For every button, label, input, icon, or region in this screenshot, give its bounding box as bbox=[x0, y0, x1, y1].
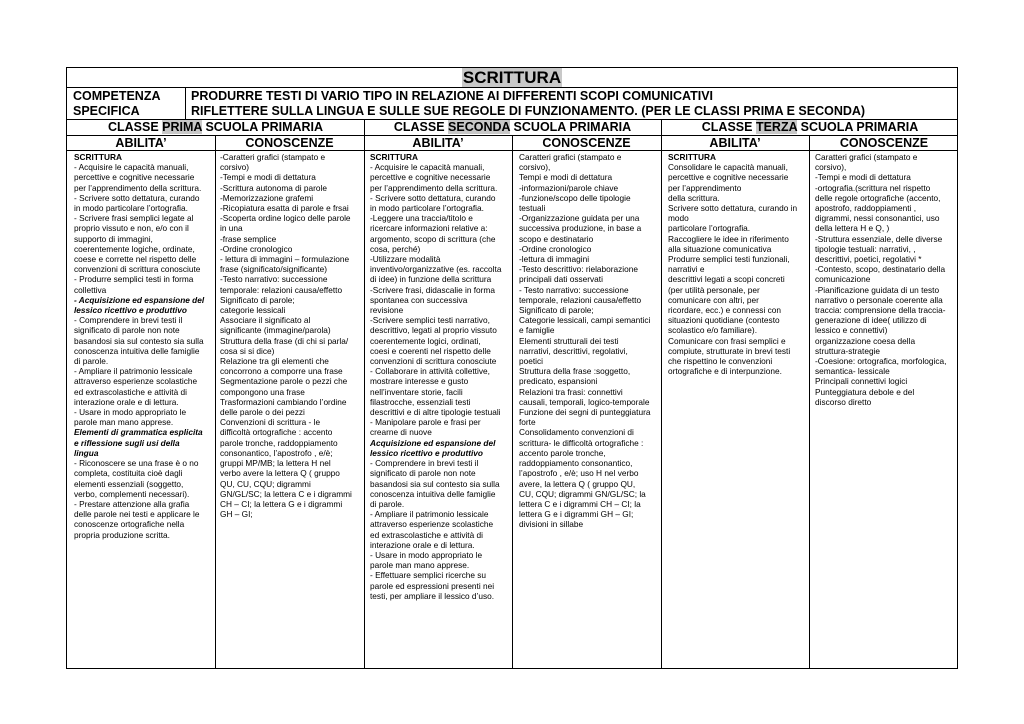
text-line: CH – CI; la lettera G e i digrammi bbox=[220, 498, 343, 509]
text-line: - Riconoscere se una frase è o no bbox=[74, 458, 199, 469]
text-line: ortografiche e di interpunzione. bbox=[668, 366, 782, 377]
text-line: -ortografia.(scrittura nel rispetto bbox=[815, 182, 931, 193]
text-line: di idee) in funzione della scrittura bbox=[370, 274, 492, 285]
text-line: Associare il significato al bbox=[220, 315, 311, 326]
col-abilita-seconda bbox=[364, 151, 512, 668]
text-line: discorso diretto bbox=[815, 396, 872, 407]
text-line: alla situazione comunicativa bbox=[668, 243, 772, 254]
text-line: digrammi, nessi consonantici, uso bbox=[815, 213, 940, 224]
text-line: Caratteri grafici (stampato e bbox=[815, 152, 918, 162]
text-line: in modo particolare l’ortografia. bbox=[74, 203, 188, 214]
text-line: descrittivi, poetici, regolativi * bbox=[815, 254, 922, 265]
table-title-row bbox=[67, 68, 957, 88]
text-line: tipologie testuali: narrativi, , bbox=[815, 243, 916, 254]
text-line: corsivo) bbox=[220, 162, 250, 173]
text-line: revisione bbox=[370, 305, 404, 316]
text-line: filastrocche, essenziali testi bbox=[370, 396, 471, 407]
text-line: coese e corrette nel rispetto delle bbox=[74, 254, 197, 265]
class-terza-header bbox=[661, 120, 959, 135]
text-line: -Contesto, scopo, destinatario della bbox=[815, 264, 946, 275]
text-line: attraverso esperienze scolastiche bbox=[74, 376, 198, 387]
text-line: GH – GI; bbox=[220, 509, 253, 520]
text-line: - Usare in modo appropriato le bbox=[74, 407, 187, 418]
text-line: - Prestare attenzione alla grafia bbox=[74, 498, 190, 509]
text-line: descrittivi legati a scopi concreti bbox=[668, 274, 785, 285]
text-line: Struttura della frase :soggetto, bbox=[519, 366, 631, 377]
text-line: in modo particolare l’ortografia. bbox=[370, 203, 484, 214]
text-line: - Ampliare il patrimonio lessicale bbox=[74, 366, 193, 377]
text-line: conoscenza intuitiva delle famiglie bbox=[370, 488, 496, 499]
text-line: frase (significato/significante) bbox=[220, 264, 327, 275]
text-line: significato di parole non note bbox=[370, 468, 476, 479]
text-line: delle regole ortografiche (accento, bbox=[815, 192, 941, 203]
text-line: lessico ricettivo e produttivo bbox=[370, 447, 483, 458]
text-line: percettive e cognitive necessarie bbox=[370, 172, 491, 183]
text-line: - Scrivere frasi semplici legate al bbox=[74, 213, 194, 224]
text-line: -Testo descrittivo: rielaborazione bbox=[519, 264, 638, 275]
text-line: per l’apprendimento della scrittura. bbox=[370, 182, 498, 193]
text-line: - Usare in modo appropriato le bbox=[370, 549, 483, 560]
text-line: lessico e connettivi) bbox=[815, 325, 888, 336]
text-line: CU, CQU; digrammi GN/GL/SC; la bbox=[519, 488, 646, 499]
text-line: per l’apprendimento della scrittura. bbox=[74, 182, 202, 193]
text-line: conoscenza intuitiva delle famiglie bbox=[74, 345, 200, 356]
text-line: Struttura della frase (di chi si parla/ bbox=[220, 335, 349, 346]
class-terza-post: SCUOLA PRIMARIA bbox=[797, 120, 919, 134]
competenza-text-line2: RIFLETTERE SULLA LINGUA E SULLE SUE REGOLE DI FUNZIONAMENTO. (PER LE CLASSI PRIMA E SECONDA) bbox=[191, 104, 866, 118]
text-line: elementi essenziali (soggetto, bbox=[74, 478, 184, 489]
text-line: di parole. bbox=[370, 498, 405, 509]
text-line: coesi e coerenti nel rispetto delle bbox=[370, 345, 491, 356]
text-line: e famiglie bbox=[519, 325, 555, 336]
text-line: Relazione tra gli elementi che bbox=[220, 356, 329, 367]
text-line: attraverso esperienze scolastiche bbox=[370, 519, 494, 530]
text-line: crearne di nuove bbox=[370, 427, 432, 438]
text-line: Convenzioni di scrittura - le bbox=[220, 417, 321, 428]
text-line: Trasformazioni cambiando l’ordine bbox=[220, 396, 347, 407]
text-line: - Comprendere in brevi testi il bbox=[74, 315, 183, 326]
text-line: convenzioni di scrittura conosciute bbox=[74, 264, 201, 275]
text-line: - Manipolare parole e frasi per bbox=[370, 417, 481, 428]
text-line: - Comprendere in brevi testi il bbox=[370, 458, 479, 469]
text-line: verbo avere la lettera Q ( gruppo bbox=[220, 468, 340, 479]
text-line: narrativi, descrittivi, regolativi, bbox=[519, 345, 628, 356]
text-line: - Acquisire le capacità manuali, bbox=[74, 162, 189, 173]
text-line: - Acquisire le capacità manuali, bbox=[370, 162, 485, 173]
text-line: SCRITTURA bbox=[370, 152, 418, 162]
text-line: ed extrascolastiche e attività di bbox=[370, 529, 483, 540]
text-line: Tempi e modi di dettatura bbox=[519, 172, 613, 183]
text-line: lingua bbox=[74, 447, 99, 458]
text-line: di parole. bbox=[74, 356, 109, 367]
text-line: descrittivo, legati al proprio vissuto bbox=[370, 325, 497, 336]
text-line: categorie lessicali bbox=[220, 305, 286, 316]
text-line: generazione di idee( utilizzo di bbox=[815, 315, 927, 326]
col-abilita-prima bbox=[67, 151, 215, 668]
text-line: Elementi di grammatica esplicita bbox=[74, 427, 203, 438]
text-line: semantica- lessicale bbox=[815, 366, 890, 377]
text-line: - Produrre semplici testi in forma bbox=[74, 274, 194, 285]
text-line: parole man mano apprese. bbox=[74, 417, 174, 428]
text-line: interazione orale e di lettura. bbox=[370, 539, 475, 550]
text-line: della scrittura. bbox=[668, 192, 720, 203]
text-line: Punteggiatura debole e del bbox=[815, 386, 915, 397]
text-line: -Tempi e modi di dettatura bbox=[220, 172, 316, 183]
text-line: Significato di parole; bbox=[220, 294, 295, 305]
header-conoscenze-prima: CONOSCENZE bbox=[245, 136, 334, 150]
text-line: cosa si si dice) bbox=[220, 345, 275, 356]
text-line: struttura-strategie bbox=[815, 345, 881, 356]
text-line: cosa, perché) bbox=[370, 243, 421, 254]
text-line: Segmentazione parole o pezzi che bbox=[220, 376, 348, 387]
text-line: scopo e destinatario bbox=[519, 233, 594, 244]
text-line: - Effettuare semplici ricerche su bbox=[370, 570, 487, 581]
text-line: lessico ricettivo e produttivo bbox=[74, 305, 187, 316]
competenza-label-line2: SPECIFICA bbox=[73, 104, 140, 118]
text-line: poetici bbox=[519, 356, 543, 367]
class-seconda-post: SCUOLA PRIMARIA bbox=[510, 120, 632, 134]
text-line: -Struttura essenziale, delle diverse bbox=[815, 233, 943, 244]
text-line: narrativo o personale coerente alla bbox=[815, 294, 943, 305]
text-line: Raccogliere le idee in riferimento bbox=[668, 233, 789, 244]
scrittura-table bbox=[66, 67, 958, 669]
text-line: delle parole o dei pezzi bbox=[220, 407, 305, 418]
class-prima-highlight: PRIMA bbox=[162, 120, 202, 134]
text-line: Consolidare le capacità manuali, bbox=[668, 162, 788, 173]
text-line: per l’apprendimento bbox=[668, 182, 742, 193]
text-line: -Coesione: ortografica, morfologica, bbox=[815, 356, 947, 367]
text-line: organizzazione coesa della bbox=[815, 335, 916, 346]
competenza-text-line1: PRODURRE TESTI DI VARIO TIPO IN RELAZIONE AI DIFFERENTI SCOPI COMUNICATIVI bbox=[191, 89, 714, 103]
text-line: percettive e cognitive necessarie bbox=[668, 172, 789, 183]
col-conoscenze-terza bbox=[809, 151, 959, 668]
text-line: propria produzione scritta. bbox=[74, 529, 170, 540]
text-line: e riflessione sugli usi della bbox=[74, 437, 180, 448]
text-line: SCRITTURA bbox=[668, 152, 716, 162]
header-abilita-prima: ABILITA’ bbox=[115, 136, 167, 150]
text-line: l’apostrofo , e/è; uso H nel verbo bbox=[519, 468, 639, 479]
text-line: interazione orale e di lettura. bbox=[74, 396, 179, 407]
text-line: -lettura di immagini bbox=[519, 254, 590, 265]
text-line: descrittivi e di altre tipologie testuali bbox=[370, 407, 501, 418]
text-line: -Testo narrativo: successione bbox=[220, 274, 328, 285]
text-line: spontanea con successiva bbox=[370, 294, 468, 305]
text-line: ed extrascolastiche e attività di bbox=[74, 386, 187, 397]
text-line: -Tempi e modi di dettatura bbox=[815, 172, 911, 183]
text-line: significato di parole non note bbox=[74, 325, 180, 336]
competenza-label bbox=[67, 88, 186, 119]
header-abilita-terza: ABILITA’ bbox=[709, 136, 761, 150]
text-line: predicato, espansioni bbox=[519, 376, 598, 387]
text-line: -Scoperta ordine logico delle parole bbox=[220, 213, 351, 224]
text-line: temporale, relazioni causa/effetto bbox=[519, 294, 642, 305]
text-line: significante (immagine/parola) bbox=[220, 325, 331, 336]
text-line: coerentemente logici, ordinati, bbox=[370, 335, 481, 346]
col-conoscenze-prima bbox=[215, 151, 364, 668]
header-conoscenze-terza: CONOSCENZE bbox=[839, 136, 929, 150]
text-line: Scrivere sotto dettatura, curando in bbox=[668, 203, 798, 214]
text-line: testi, per ampliare il lessico d’uso. bbox=[370, 590, 495, 601]
text-line: ricordare, ecc.) e connessi con bbox=[668, 305, 781, 316]
text-line: coerentemente logiche, ordinate, bbox=[74, 243, 195, 254]
text-line: Categorie lessicali, campi semantici bbox=[519, 315, 651, 326]
text-line: concorrono a comporre una frase bbox=[220, 366, 343, 377]
text-line: forte bbox=[519, 417, 536, 428]
text-line: basandosi sia sul contesto sia sulla bbox=[370, 478, 500, 489]
text-line: principali dati osservati bbox=[519, 274, 603, 285]
text-line: - Collaborare in attività collettive, bbox=[370, 366, 490, 377]
text-line: proprio vissuto e non, e/o con il bbox=[74, 223, 189, 234]
text-line: scrittura- le difficoltà ortografiche : bbox=[519, 437, 644, 448]
text-line: parole tronche, raddoppiamento bbox=[220, 437, 338, 448]
text-line: -Organizzazione guidata per una bbox=[519, 213, 640, 224]
competenza-text bbox=[191, 88, 957, 120]
text-line: - lettura di immagini – formulazione bbox=[220, 254, 350, 265]
text-line: comunicare con altri, per bbox=[668, 294, 759, 305]
text-line: GN/GL/SC; la lettera C e i digrammi bbox=[220, 488, 352, 499]
text-line: raddoppiamento consonantico, bbox=[519, 458, 633, 469]
text-line: che rispettino le convenzioni bbox=[668, 356, 773, 367]
class-terza-pre: CLASSE bbox=[701, 120, 756, 134]
text-line: - Scrivere sotto dettatura, curando bbox=[74, 192, 200, 203]
text-line: - Ampliare il patrimonio lessicale bbox=[370, 509, 489, 520]
text-line: modo bbox=[668, 213, 689, 224]
text-line: comunicazione bbox=[815, 274, 871, 285]
text-line: parole man mano apprese. bbox=[370, 560, 470, 571]
class-seconda-highlight: SECONDA bbox=[448, 120, 511, 134]
text-line: conoscenze ortografiche nella bbox=[74, 519, 185, 530]
text-line: - Testo narrativo: successione bbox=[519, 284, 629, 295]
text-line: collettiva bbox=[74, 284, 107, 295]
text-line: nell’inventare storie, facili bbox=[370, 386, 463, 397]
text-line: avere, la lettera Q ( gruppo QU, bbox=[519, 478, 636, 489]
text-line: SCRITTURA bbox=[74, 152, 122, 162]
text-line: mostrare interesse e gusto bbox=[370, 376, 469, 387]
text-line: temporale: relazioni causa/effetto bbox=[220, 284, 343, 295]
text-line: -Ordine cronologico bbox=[220, 243, 293, 254]
class-prima-post: SCUOLA PRIMARIA bbox=[201, 120, 324, 134]
text-line: della lettera H e Q, ) bbox=[815, 223, 890, 234]
text-line: compongono una frase bbox=[220, 386, 305, 397]
text-line: testuali bbox=[519, 203, 546, 214]
text-line: corsivo), bbox=[519, 162, 551, 173]
text-line: divisioni in sillabe bbox=[519, 519, 584, 530]
text-line: -Caratteri grafici (stampato e bbox=[220, 152, 326, 162]
text-line: -informazioni/parole chiave bbox=[519, 182, 619, 193]
text-line: convenzioni di scrittura conosciute bbox=[370, 356, 497, 367]
text-line: (per utilità personale, per bbox=[668, 284, 760, 295]
text-line: Elementi strutturali dei testi bbox=[519, 335, 619, 346]
text-line: - Scrivere sotto dettatura, curando bbox=[370, 192, 496, 203]
text-line: Produrre semplici testi funzionali, bbox=[668, 254, 790, 265]
text-line: consonantico, l’apostrofo , e/è; bbox=[220, 447, 333, 458]
text-line: verbo, complementi necessari). bbox=[74, 488, 190, 499]
text-line: QU, CU, CQU; digrammi bbox=[220, 478, 311, 489]
class-prima-header bbox=[67, 120, 364, 135]
text-line: Significato di parole; bbox=[519, 305, 594, 316]
text-line: -Ordine cronologico bbox=[519, 243, 592, 254]
text-line: difficoltà ortografiche : accento bbox=[220, 427, 333, 438]
text-line: Acquisizione ed espansione del bbox=[370, 437, 496, 448]
text-line: argomento, scopo di scrittura (che bbox=[370, 233, 496, 244]
text-line: accento parole tronche, bbox=[519, 447, 606, 458]
text-line: -Scrivere frasi, didascalie in forma bbox=[370, 284, 495, 295]
text-line: parole ed espressioni presenti nei bbox=[370, 580, 495, 591]
text-line: traccia: comprensione della traccia- bbox=[815, 305, 946, 316]
class-header-row bbox=[67, 120, 957, 136]
text-line: supporto di immagini, bbox=[74, 233, 153, 244]
text-line: Comunicare con frasi semplici e bbox=[668, 335, 786, 346]
text-line: inventivo/organizzative (es. raccolta bbox=[370, 264, 502, 275]
text-line: lettera G e i digrammi GH – GI; bbox=[519, 509, 634, 520]
text-line: gruppi MP/MB; la lettera H nel bbox=[220, 458, 331, 469]
header-conoscenze-seconda: CONOSCENZE bbox=[542, 136, 631, 150]
text-line: ricercare informazioni relative a: bbox=[370, 223, 488, 234]
text-line: -Memorizzazione grafemi bbox=[220, 192, 314, 203]
text-line: -Pianificazione guidata di un testo bbox=[815, 284, 940, 295]
col-abilita-terza bbox=[661, 151, 809, 668]
text-line: compiute, strutturate in brevi testi bbox=[668, 345, 791, 356]
col-conoscenze-seconda bbox=[512, 151, 661, 668]
text-line: percettive e cognitive necessarie bbox=[74, 172, 195, 183]
text-line: -Leggere una traccia/titolo e bbox=[370, 213, 473, 224]
content-row bbox=[67, 151, 957, 668]
text-line: particolare l’ortografia. bbox=[668, 223, 751, 234]
text-line: -Scrittura autonoma di parole bbox=[220, 182, 327, 193]
class-prima-pre: CLASSE bbox=[107, 120, 163, 134]
text-line: Funzione dei segni di punteggiatura bbox=[519, 407, 651, 418]
text-line: completa, costituita cioè dagli bbox=[74, 468, 183, 479]
text-line: -frase semplice bbox=[220, 233, 277, 244]
text-line: Relazioni tra frasi: connettivi bbox=[519, 386, 623, 397]
text-line: apostrofo, raddoppiamenti , bbox=[815, 203, 917, 214]
text-line: Principali connettivi logici bbox=[815, 376, 908, 387]
header-abilita-seconda: ABILITA’ bbox=[412, 136, 464, 150]
text-line: delle parole nei testi e applicare le bbox=[74, 509, 200, 520]
text-line: -Utilizzare modalità bbox=[370, 254, 441, 265]
text-line: scolastico e/o familiare). bbox=[668, 325, 757, 336]
text-line: causali, temporali, logico-temporale bbox=[519, 396, 650, 407]
text-line: -funzione/scopo delle tipologie bbox=[519, 192, 631, 203]
text-line: narrativi e bbox=[668, 264, 705, 275]
text-line: lettera C e i digrammi CH – CI; la bbox=[519, 498, 641, 509]
text-line: situazioni quotidiane (contesto bbox=[668, 315, 780, 326]
competenza-label-line1: COMPETENZA bbox=[73, 89, 161, 103]
text-line: corsivo), bbox=[815, 162, 847, 173]
text-line: -Scrivere semplici testi narrativo, bbox=[370, 315, 490, 326]
text-line: - Acquisizione ed espansione del bbox=[74, 294, 205, 305]
competenza-row bbox=[67, 88, 957, 120]
text-line: basandosi sia sul contesto sia sulla bbox=[74, 335, 204, 346]
class-seconda-header bbox=[364, 120, 661, 135]
class-terza-highlight: TERZA bbox=[755, 120, 798, 134]
text-line: Consolidamento convenzioni di bbox=[519, 427, 634, 438]
table-title: SCRITTURA bbox=[462, 68, 562, 87]
text-line: successiva produzione, in base a bbox=[519, 223, 642, 234]
text-line: -Ricopiatura esatta di parole e frsai bbox=[220, 203, 349, 214]
class-seconda-pre: CLASSE bbox=[393, 120, 449, 134]
text-line: Caratteri grafici (stampato e bbox=[519, 152, 622, 162]
text-line: in una bbox=[220, 223, 243, 234]
